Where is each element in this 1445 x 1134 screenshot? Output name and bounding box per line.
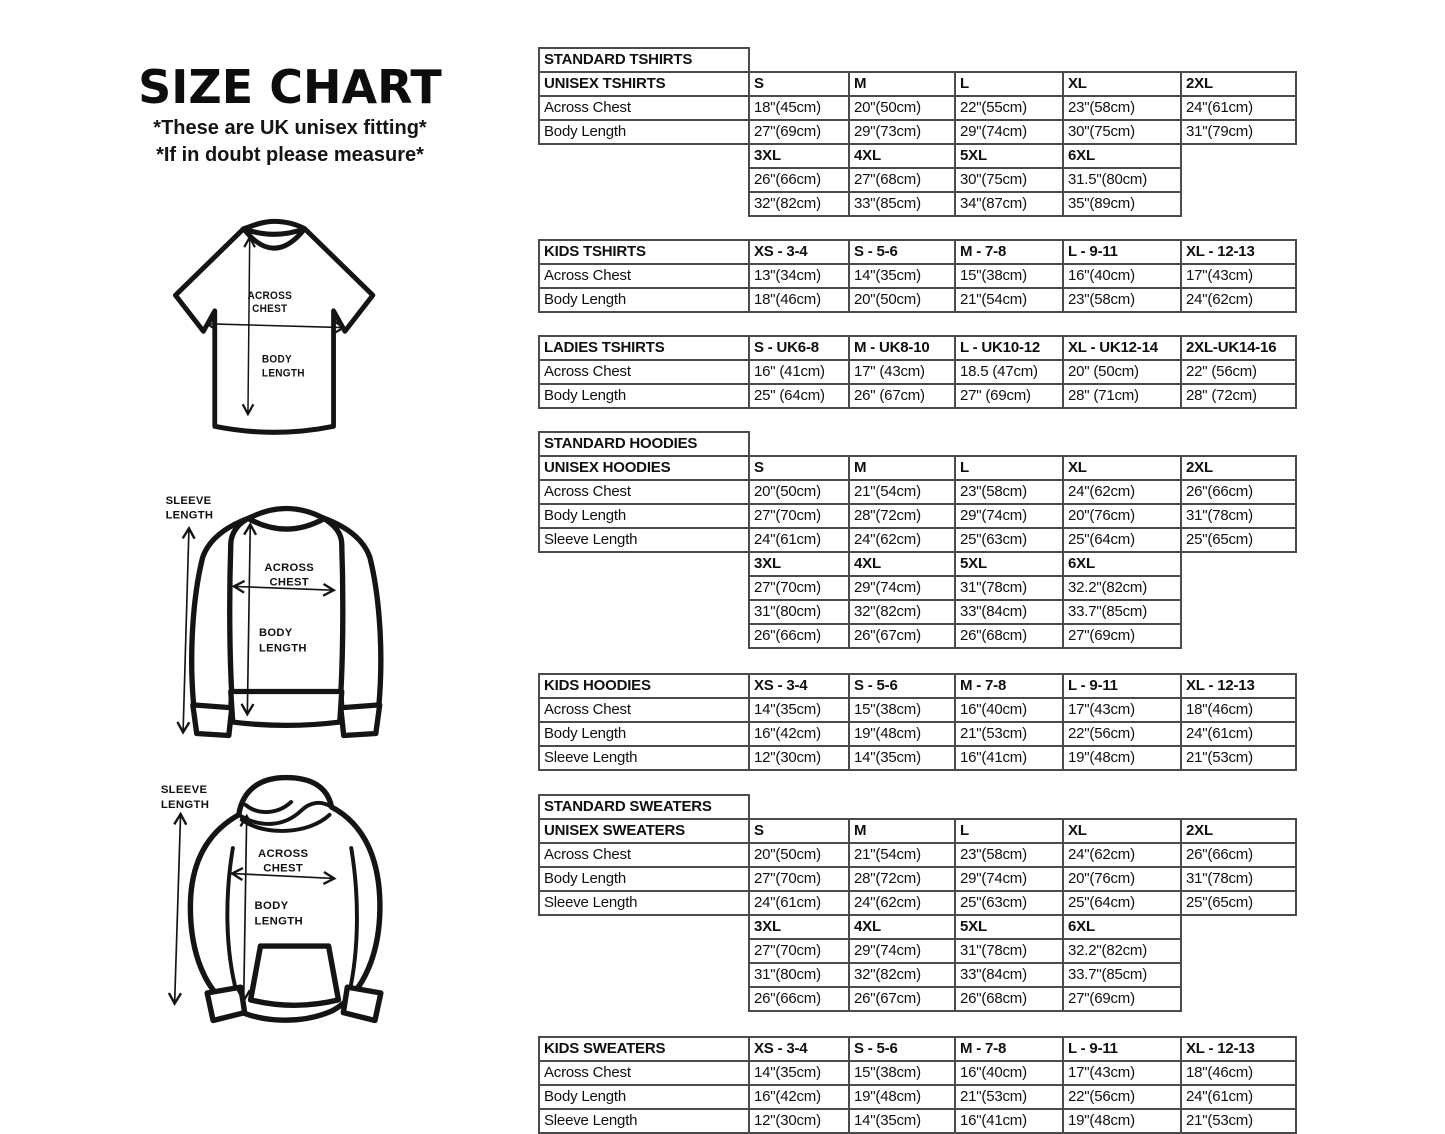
size-value-cell: 29"(74cm): [955, 120, 1063, 144]
size-value-cell: 21"(54cm): [849, 480, 955, 504]
size-value-cell: 24"(62cm): [849, 891, 955, 915]
size-value-cell: 32"(82cm): [849, 963, 955, 987]
size-header-cell: S: [749, 456, 849, 480]
standard-hoodies-table: [538, 431, 1298, 649]
size-value-cell: 28" (72cm): [1181, 384, 1296, 408]
size-value-cell: 26"(66cm): [1181, 843, 1296, 867]
blank-cell: [1181, 576, 1296, 600]
size-header-cell: 6XL: [1063, 915, 1181, 939]
blank-cell: [1181, 939, 1296, 963]
size-value-cell: 20"(50cm): [749, 843, 849, 867]
size-value-cell: 14"(35cm): [749, 698, 849, 722]
size-header-cell: 2XL: [1181, 72, 1296, 96]
measure-label-cell: Across Chest: [539, 480, 749, 504]
sweater-right-cuff: [341, 705, 380, 736]
measure-label-cell: Body Length: [539, 1085, 749, 1109]
size-value-cell: 29"(74cm): [955, 504, 1063, 528]
size-value-cell: 16"(41cm): [955, 746, 1063, 770]
size-header-cell: XL - 12-13: [1181, 1037, 1296, 1061]
size-value-cell: 26"(67cm): [849, 987, 955, 1011]
size-header-cell: UNISEX TSHIRTS: [539, 72, 749, 96]
body-length-label: BODY: [254, 899, 289, 912]
size-value-cell: 20" (50cm): [1063, 360, 1181, 384]
size-header-cell: XL - UK12-14: [1063, 336, 1181, 360]
size-value-cell: 23"(58cm): [1063, 96, 1181, 120]
size-value-cell: 32"(82cm): [849, 600, 955, 624]
measure-label-cell: Sleeve Length: [539, 528, 749, 552]
hoodie-left-cuff: [207, 987, 244, 1020]
size-value-cell: 33.7"(85cm): [1063, 600, 1181, 624]
size-value-cell: 20"(50cm): [849, 288, 955, 312]
sweater-left-cuff: [193, 705, 232, 736]
size-value-cell: 24"(62cm): [1063, 843, 1181, 867]
size-header-cell: 3XL: [749, 552, 849, 576]
blank-cell: [1181, 987, 1296, 1011]
blank-cell: [1181, 168, 1296, 192]
size-value-cell: 31"(78cm): [1181, 867, 1296, 891]
sleeve-length-label: SLEEVE: [160, 784, 208, 797]
size-header-cell: XL - 12-13: [1181, 674, 1296, 698]
size-value-cell: 16"(40cm): [1063, 264, 1181, 288]
size-value-cell: 31"(80cm): [749, 963, 849, 987]
size-value-cell: 28"(72cm): [849, 504, 955, 528]
size-value-cell: 12"(30cm): [749, 746, 849, 770]
size-header-cell: 6XL: [1063, 552, 1181, 576]
size-value-cell: 17"(43cm): [1181, 264, 1296, 288]
size-value-cell: 22"(56cm): [1063, 1085, 1181, 1109]
size-value-cell: 31"(80cm): [749, 600, 849, 624]
size-value-cell: 26"(66cm): [749, 624, 849, 648]
across-chest-label: CHEST: [269, 576, 309, 589]
tshirt-outline: [175, 221, 372, 432]
size-value-cell: 29"(73cm): [849, 120, 955, 144]
size-value-cell: 27" (69cm): [955, 384, 1063, 408]
measure-label-cell: Sleeve Length: [539, 746, 749, 770]
size-value-cell: 25"(63cm): [955, 528, 1063, 552]
size-value-cell: 16"(42cm): [749, 1085, 849, 1109]
size-value-cell: 21"(53cm): [955, 722, 1063, 746]
size-header-cell: M - 7-8: [955, 240, 1063, 264]
size-value-cell: 34"(87cm): [955, 192, 1063, 216]
size-value-cell: 12"(30cm): [749, 1109, 849, 1133]
body-length-label: BODY: [259, 627, 293, 640]
size-value-cell: 17" (43cm): [849, 360, 955, 384]
standard-tshirts-table: [538, 47, 1298, 217]
size-value-cell: 24"(61cm): [1181, 96, 1296, 120]
size-value-cell: 31"(78cm): [955, 939, 1063, 963]
size-value-cell: 22" (56cm): [1181, 360, 1296, 384]
size-value-cell: 21"(54cm): [955, 288, 1063, 312]
size-value-cell: 23"(58cm): [955, 480, 1063, 504]
size-header-cell: 5XL: [955, 915, 1063, 939]
hoodie-diagram: [148, 758, 444, 1042]
size-value-cell: 19"(48cm): [1063, 746, 1181, 770]
size-value-cell: 17"(43cm): [1063, 1061, 1181, 1085]
size-header-cell: S - UK6-8: [749, 336, 849, 360]
size-header-cell: S - 5-6: [849, 1037, 955, 1061]
size-value-cell: 13"(34cm): [749, 264, 849, 288]
size-value-cell: 23"(58cm): [955, 843, 1063, 867]
size-value-cell: 18"(46cm): [749, 288, 849, 312]
blank-cell: [1181, 192, 1296, 216]
sleeve-length-label: LENGTH: [165, 509, 214, 522]
size-value-cell: 20"(50cm): [749, 480, 849, 504]
size-header-cell: 4XL: [849, 144, 955, 168]
size-header-cell: M - 7-8: [955, 1037, 1063, 1061]
blank-cell: [1181, 144, 1296, 168]
blank-cell: [539, 144, 749, 168]
size-value-cell: 27"(70cm): [749, 867, 849, 891]
size-header-cell: S: [749, 72, 849, 96]
table-group-header: STANDARD SWEATERS: [539, 795, 749, 819]
size-value-cell: 16"(40cm): [955, 698, 1063, 722]
size-value-cell: 23"(58cm): [1063, 288, 1181, 312]
across-chest-label: CHEST: [263, 862, 304, 875]
size-value-cell: 16" (41cm): [749, 360, 849, 384]
size-value-cell: 15"(38cm): [849, 1061, 955, 1085]
blank-cell: [539, 987, 749, 1011]
kangaroo-pocket: [251, 946, 339, 1005]
across-chest-label: ACROSS: [258, 847, 309, 860]
size-header-cell: KIDS TSHIRTS: [539, 240, 749, 264]
size-header-cell: XS - 3-4: [749, 674, 849, 698]
blank-cell: [1181, 624, 1296, 648]
size-header-cell: L: [955, 72, 1063, 96]
size-value-cell: 27"(69cm): [749, 120, 849, 144]
size-value-cell: 14"(35cm): [849, 1109, 955, 1133]
size-value-cell: 24"(61cm): [1181, 1085, 1296, 1109]
sleeve-length-label: LENGTH: [160, 798, 210, 811]
size-value-cell: 15"(38cm): [849, 698, 955, 722]
size-value-cell: 19"(48cm): [849, 1085, 955, 1109]
kids-sweaters-table: [538, 1036, 1298, 1134]
size-value-cell: 35"(89cm): [1063, 192, 1181, 216]
subtitle-line-2: *If in doubt please measure*: [156, 144, 424, 166]
size-value-cell: 22"(55cm): [955, 96, 1063, 120]
size-header-cell: S - 5-6: [849, 240, 955, 264]
size-header-cell: M - UK8-10: [849, 336, 955, 360]
across-chest-label: ACROSS: [264, 562, 314, 575]
blank-cell: [749, 48, 1296, 72]
measure-label-cell: Body Length: [539, 504, 749, 528]
size-value-cell: 20"(76cm): [1063, 867, 1181, 891]
sweater-neckband: [248, 509, 324, 530]
measure-label-cell: Sleeve Length: [539, 891, 749, 915]
size-value-cell: 24"(62cm): [1181, 288, 1296, 312]
size-header-cell: M: [849, 456, 955, 480]
measure-label-cell: Across Chest: [539, 96, 749, 120]
subtitle-line-1: *These are UK unisex fitting*: [153, 117, 427, 139]
size-value-cell: 26"(67cm): [849, 624, 955, 648]
hoodie-right-cuff: [343, 987, 380, 1020]
blank-cell: [539, 552, 749, 576]
blank-cell: [1181, 915, 1296, 939]
size-value-cell: 31"(78cm): [1181, 504, 1296, 528]
body-length-label: LENGTH: [261, 368, 305, 380]
size-header-cell: L - UK10-12: [955, 336, 1063, 360]
left-panel: [0, 0, 520, 1084]
blank-cell: [1181, 600, 1296, 624]
size-header-cell: KIDS SWEATERS: [539, 1037, 749, 1061]
body-length-label: BODY: [261, 354, 292, 366]
measure-label-cell: Body Length: [539, 867, 749, 891]
blank-cell: [539, 624, 749, 648]
size-header-cell: XL: [1063, 72, 1181, 96]
size-value-cell: 25"(63cm): [955, 891, 1063, 915]
size-value-cell: 25"(64cm): [1063, 528, 1181, 552]
sleeve-length-arrow: [175, 815, 181, 1003]
measure-label-cell: Sleeve Length: [539, 1109, 749, 1133]
tshirt-diagram: [158, 214, 420, 454]
size-value-cell: 32.2"(82cm): [1063, 939, 1181, 963]
size-value-cell: 33.7"(85cm): [1063, 963, 1181, 987]
size-header-cell: 6XL: [1063, 144, 1181, 168]
size-value-cell: 29"(74cm): [849, 939, 955, 963]
size-value-cell: 22"(56cm): [1063, 722, 1181, 746]
blank-cell: [749, 795, 1296, 819]
size-value-cell: 33"(84cm): [955, 963, 1063, 987]
sweater-body: [230, 511, 343, 693]
size-header-cell: 3XL: [749, 915, 849, 939]
sleeve-length-arrow: [183, 529, 189, 732]
size-value-cell: 18"(45cm): [749, 96, 849, 120]
blank-cell: [539, 576, 749, 600]
blank-cell: [539, 192, 749, 216]
page-title: SIZE CHART: [138, 60, 442, 114]
size-value-cell: 32.2"(82cm): [1063, 576, 1181, 600]
size-header-cell: 3XL: [749, 144, 849, 168]
size-value-cell: 27"(70cm): [749, 939, 849, 963]
size-value-cell: 27"(69cm): [1063, 624, 1181, 648]
size-header-cell: KIDS HOODIES: [539, 674, 749, 698]
size-value-cell: 32"(82cm): [749, 192, 849, 216]
size-value-cell: 25" (64cm): [749, 384, 849, 408]
size-value-cell: 18.5 (47cm): [955, 360, 1063, 384]
size-value-cell: 26"(66cm): [1181, 480, 1296, 504]
size-value-cell: 33"(85cm): [849, 192, 955, 216]
size-value-cell: 25"(65cm): [1181, 528, 1296, 552]
table-group-header: STANDARD HOODIES: [539, 432, 749, 456]
size-value-cell: 24"(61cm): [749, 891, 849, 915]
size-value-cell: 16"(42cm): [749, 722, 849, 746]
size-header-cell: 2XL: [1181, 819, 1296, 843]
size-header-cell: 4XL: [849, 915, 955, 939]
size-value-cell: 31.5"(80cm): [1063, 168, 1181, 192]
size-value-cell: 26"(66cm): [749, 168, 849, 192]
size-value-cell: 24"(62cm): [1063, 480, 1181, 504]
measure-label-cell: Body Length: [539, 722, 749, 746]
size-header-cell: S - 5-6: [849, 674, 955, 698]
size-value-cell: 28" (71cm): [1063, 384, 1181, 408]
size-value-cell: 28"(72cm): [849, 867, 955, 891]
kids-tshirts-table: [538, 239, 1298, 313]
size-value-cell: 17"(43cm): [1063, 698, 1181, 722]
table-group-header: STANDARD TSHIRTS: [539, 48, 749, 72]
body-length-label: LENGTH: [259, 642, 307, 655]
size-value-cell: 18"(46cm): [1181, 1061, 1296, 1085]
size-value-cell: 26"(68cm): [955, 987, 1063, 1011]
size-value-cell: 26" (67cm): [849, 384, 955, 408]
blank-cell: [1181, 963, 1296, 987]
size-header-cell: L - 9-11: [1063, 1037, 1181, 1061]
size-value-cell: 14"(35cm): [849, 264, 955, 288]
blank-cell: [539, 168, 749, 192]
size-value-cell: 27"(68cm): [849, 168, 955, 192]
size-header-cell: XS - 3-4: [749, 1037, 849, 1061]
size-header-cell: M - 7-8: [955, 674, 1063, 698]
size-value-cell: 15"(38cm): [955, 264, 1063, 288]
size-value-cell: 21"(53cm): [1181, 746, 1296, 770]
size-value-cell: 24"(62cm): [849, 528, 955, 552]
size-value-cell: 16"(41cm): [955, 1109, 1063, 1133]
size-value-cell: 26"(66cm): [749, 987, 849, 1011]
size-value-cell: 31"(79cm): [1181, 120, 1296, 144]
body-length-label: LENGTH: [254, 915, 303, 928]
size-header-cell: 5XL: [955, 552, 1063, 576]
size-value-cell: 33"(84cm): [955, 600, 1063, 624]
size-value-cell: 21"(54cm): [849, 843, 955, 867]
measure-label-cell: Across Chest: [539, 843, 749, 867]
size-value-cell: 30"(75cm): [955, 168, 1063, 192]
size-value-cell: 25"(65cm): [1181, 891, 1296, 915]
size-tables-panel: [538, 47, 1298, 1134]
size-header-cell: L - 9-11: [1063, 674, 1181, 698]
sweater-diagram: [150, 487, 442, 745]
size-header-cell: L - 9-11: [1063, 240, 1181, 264]
size-header-cell: XL: [1063, 819, 1181, 843]
sleeve-length-label: SLEEVE: [165, 495, 212, 508]
size-header-cell: M: [849, 819, 955, 843]
measure-label-cell: Body Length: [539, 384, 749, 408]
across-chest-label: CHEST: [252, 303, 288, 315]
size-header-cell: 4XL: [849, 552, 955, 576]
size-value-cell: 16"(40cm): [955, 1061, 1063, 1085]
size-header-cell: L: [955, 456, 1063, 480]
measure-label-cell: Body Length: [539, 120, 749, 144]
size-value-cell: 27"(69cm): [1063, 987, 1181, 1011]
measure-label-cell: Across Chest: [539, 698, 749, 722]
size-value-cell: 31"(78cm): [955, 576, 1063, 600]
size-header-cell: S: [749, 819, 849, 843]
measure-label-cell: Across Chest: [539, 360, 749, 384]
size-header-cell: M: [849, 72, 955, 96]
standard-sweaters-table: [538, 794, 1298, 1012]
size-value-cell: 14"(35cm): [749, 1061, 849, 1085]
size-header-cell: 2XL: [1181, 456, 1296, 480]
blank-cell: [539, 600, 749, 624]
size-header-cell: XL - 12-13: [1181, 240, 1296, 264]
blank-cell: [749, 432, 1296, 456]
size-header-cell: LADIES TSHIRTS: [539, 336, 749, 360]
size-value-cell: 19"(48cm): [1063, 1109, 1181, 1133]
size-value-cell: 20"(76cm): [1063, 504, 1181, 528]
blank-cell: [539, 915, 749, 939]
size-header-cell: UNISEX SWEATERS: [539, 819, 749, 843]
measure-label-cell: Across Chest: [539, 264, 749, 288]
size-value-cell: 29"(74cm): [955, 867, 1063, 891]
size-value-cell: 24"(61cm): [749, 528, 849, 552]
size-header-cell: 5XL: [955, 144, 1063, 168]
size-value-cell: 26"(68cm): [955, 624, 1063, 648]
size-value-cell: 24"(61cm): [1181, 722, 1296, 746]
size-value-cell: 25"(64cm): [1063, 891, 1181, 915]
size-header-cell: L: [955, 819, 1063, 843]
size-value-cell: 18"(46cm): [1181, 698, 1296, 722]
size-value-cell: 20"(50cm): [849, 96, 955, 120]
size-value-cell: 30"(75cm): [1063, 120, 1181, 144]
size-header-cell: XL: [1063, 456, 1181, 480]
size-value-cell: 14"(35cm): [849, 746, 955, 770]
size-header-cell: 2XL-UK14-16: [1181, 336, 1296, 360]
measure-label-cell: Body Length: [539, 288, 749, 312]
kids-hoodies-table: [538, 673, 1298, 771]
blank-cell: [539, 963, 749, 987]
size-header-cell: XS - 3-4: [749, 240, 849, 264]
size-value-cell: 27"(70cm): [749, 576, 849, 600]
size-value-cell: 21"(53cm): [955, 1085, 1063, 1109]
measure-label-cell: Across Chest: [539, 1061, 749, 1085]
blank-cell: [1181, 552, 1296, 576]
size-value-cell: 29"(74cm): [849, 576, 955, 600]
blank-cell: [539, 939, 749, 963]
size-value-cell: 19"(48cm): [849, 722, 955, 746]
ladies-tshirts-table: [538, 335, 1298, 409]
size-value-cell: 27"(70cm): [749, 504, 849, 528]
size-value-cell: 21"(53cm): [1181, 1109, 1296, 1133]
size-header-cell: UNISEX HOODIES: [539, 456, 749, 480]
across-chest-label: ACROSS: [247, 290, 293, 303]
